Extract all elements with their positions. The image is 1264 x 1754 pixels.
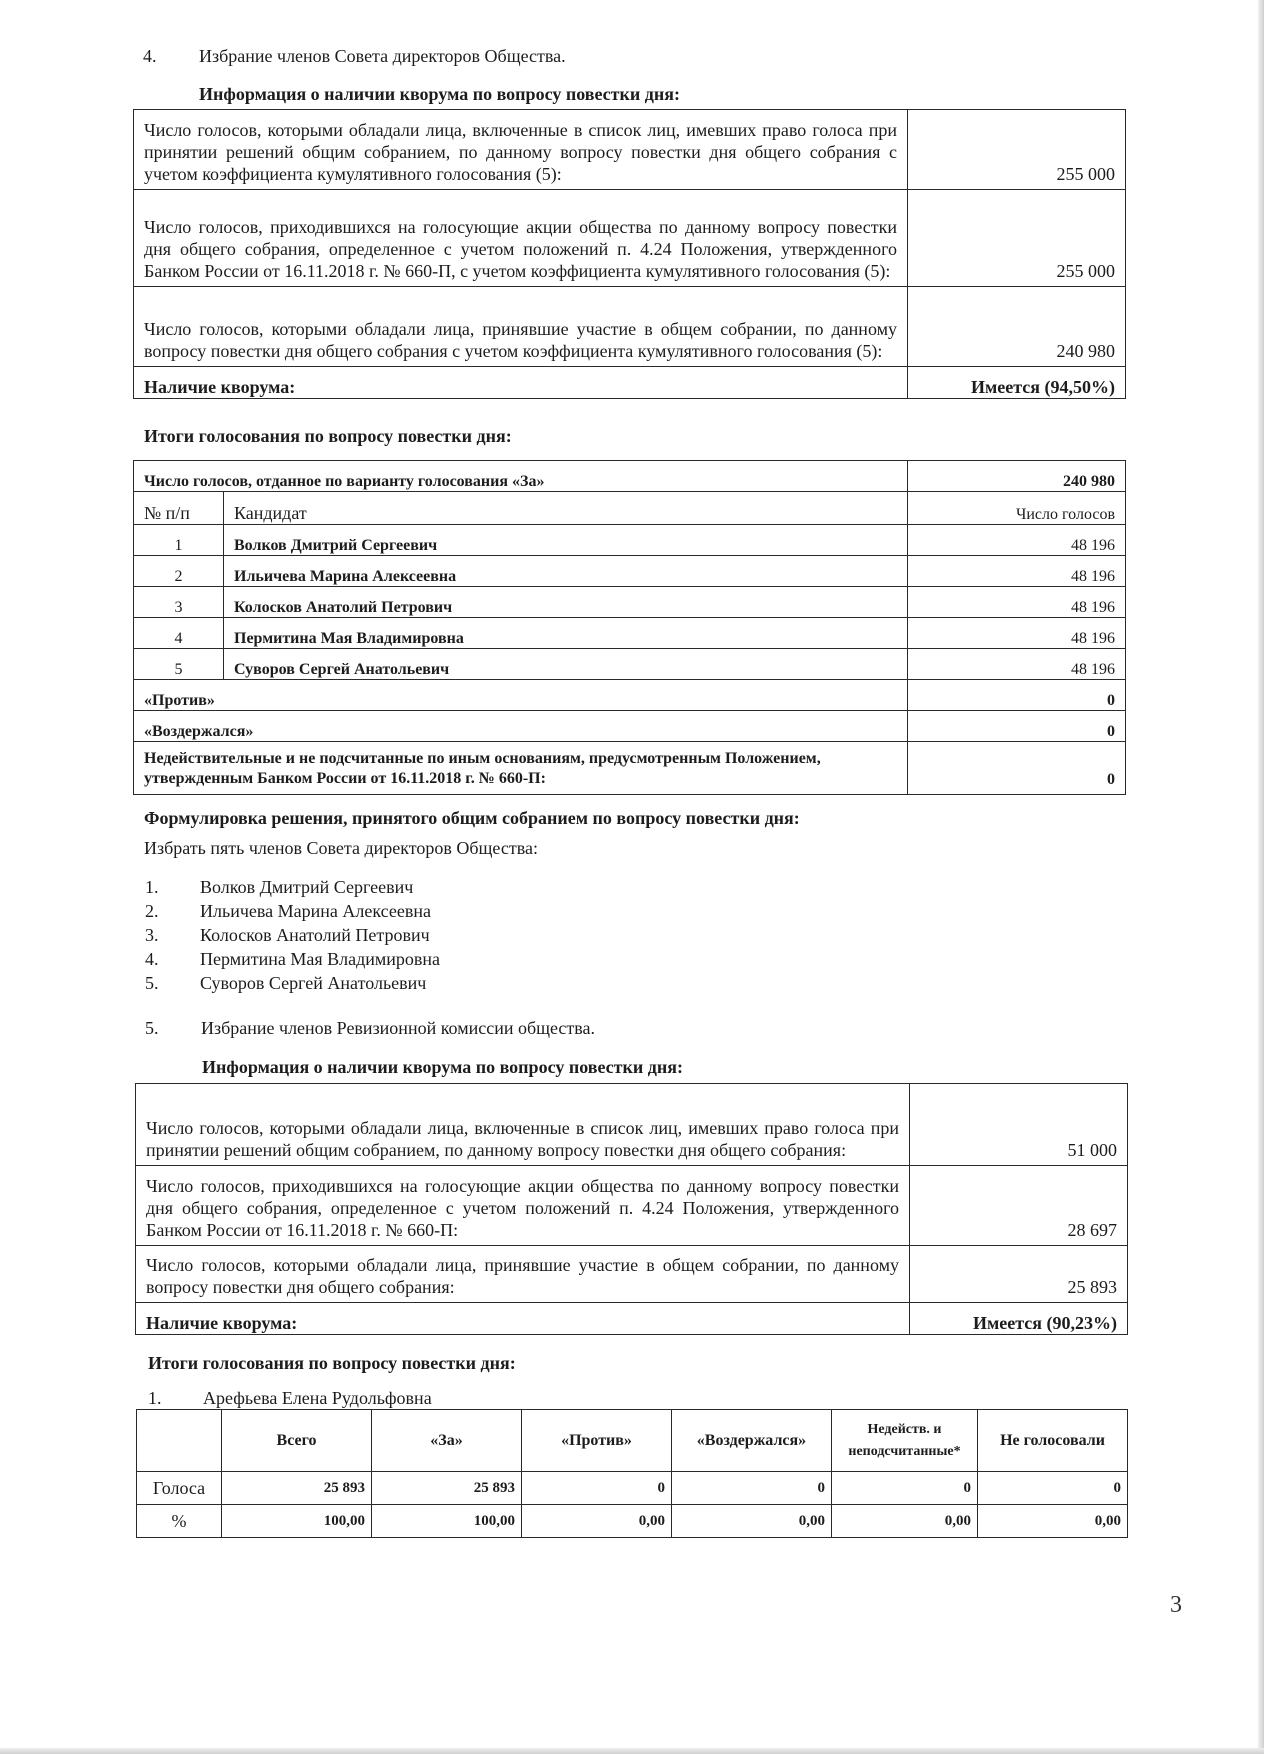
list-item-name: Ильичева Марина Алексеевна: [200, 901, 431, 921]
results-cell: 0: [672, 1472, 832, 1505]
invalid-value: 0: [908, 742, 1126, 795]
candidate-row: [134, 618, 1126, 649]
candidate-name: Волков Дмитрий Сергеевич: [224, 525, 908, 556]
quorum-row: [134, 287, 1126, 367]
results-cell: 100,00: [372, 1505, 522, 1538]
section-4-number: 4.: [143, 46, 157, 66]
quorum-row-value: 255 000: [908, 190, 1126, 287]
votes-header-row: [134, 492, 1126, 525]
results-cell: 0,00: [978, 1505, 1128, 1538]
results-header-row: [137, 1410, 1128, 1472]
results-row-votes: [137, 1472, 1128, 1505]
quorum-row-text: Число голосов, которыми обладали лица, принявшие участие в общем собрании, по данному вопросу повестки дня общего собрания с учетом коэффициента кумулятивного голосования (5):: [134, 287, 908, 367]
candidate-name: Суворов Сергей Анатольевич: [224, 649, 908, 680]
invalid-row: [134, 742, 1126, 795]
quorum-row-text: Число голосов, приходившихся на голосующие акции общества по данному вопросу повестки дня общего собрания, определенное с учетом положений п. 4.24 Положения, утвержденного Банком России от 16.11.2018 г. № 660-П:: [136, 1166, 910, 1246]
candidate-row: [134, 649, 1126, 680]
quorum-value: Имеется (90,23%): [910, 1303, 1128, 1335]
section-5-number: 5.: [145, 1018, 159, 1038]
candidate-number: 3: [134, 587, 224, 618]
quorum-row-value: 240 980: [908, 287, 1126, 367]
results-cell: 25 893: [222, 1472, 372, 1505]
votes-for-value: 240 980: [908, 461, 1126, 492]
results-header-abstain: «Воздержался»: [672, 1410, 832, 1472]
results-cell: 0: [832, 1472, 978, 1505]
quorum-row-text: Число голосов, которыми обладали лица, включенные в список лиц, имевших право голоса при принятии решений общим собранием, по данному вопросу повестки дня общего собрания с учетом коэффициента кумулятивного голосования (5):: [134, 110, 908, 190]
section-5-title-text: Избрание членов Ревизионной комиссии общества.: [201, 1018, 596, 1038]
section-4-quorum-heading: Информация о наличии кворума по вопросу повестки дня:: [199, 84, 680, 104]
candidate-name: Пермитина Мая Владимировна: [224, 618, 908, 649]
against-label: «Против»: [134, 680, 908, 711]
section-4-quorum-table: [133, 109, 1126, 399]
candidate-number: 5: [134, 649, 224, 680]
quorum-label: Наличие кворума:: [134, 367, 908, 399]
candidate-name: Колосков Анатолий Петрович: [224, 587, 908, 618]
against-row: [134, 680, 1126, 711]
list-item-name: Суворов Сергей Анатольевич: [200, 973, 427, 993]
results-row-label: Голоса: [137, 1472, 222, 1505]
quorum-row-value: 25 893: [910, 1246, 1128, 1303]
candidate-number: 1: [134, 525, 224, 556]
quorum-row-value: 28 697: [910, 1166, 1128, 1246]
candidate-number: 1.: [148, 1388, 162, 1408]
candidate-name: Ильичева Марина Алексеевна: [224, 556, 908, 587]
results-row-percent: [137, 1505, 1128, 1538]
results-row-label: %: [137, 1505, 222, 1538]
quorum-row-value: 255 000: [908, 110, 1126, 190]
page-edge-shadow-bottom: [0, 1748, 1264, 1754]
section-5-results-table: [136, 1409, 1128, 1538]
quorum-row-value: 51 000: [910, 1084, 1128, 1166]
votes-for-label: Число голосов, отданное по варианту голосования «За»: [134, 461, 908, 492]
results-header-for: «За»: [372, 1410, 522, 1472]
candidate-votes: 48 196: [908, 618, 1126, 649]
quorum-row-text: Число голосов, которыми обладали лица, включенные в список лиц, имевших право голоса при принятии решений общим собранием, по данному вопросу повестки дня общего собрания:: [136, 1084, 910, 1166]
column-header-number: № п/п: [134, 492, 224, 525]
page-number: 3: [1170, 1592, 1182, 1618]
quorum-value: Имеется (94,50%): [908, 367, 1126, 399]
candidate-number: 2: [134, 556, 224, 587]
list-item-name: Пермитина Мая Владимировна: [200, 949, 441, 969]
section-4-results-heading: Итоги голосования по вопросу повестки дня:: [144, 426, 512, 446]
abstain-row: [134, 711, 1126, 742]
quorum-row: [134, 190, 1126, 287]
candidate-votes: 48 196: [908, 525, 1126, 556]
quorum-row-text: Число голосов, приходившихся на голосующие акции общества по данному вопросу повестки дня общего собрания, определенное с учетом положений п. 4.24 Положения, утвержденного Банком России от 16.11.2018 г. № 660-П, с учетом коэффициента кумулятивного голосования (5):: [134, 190, 908, 287]
results-header-invalid: Недейств. и неподсчитанные*: [832, 1410, 978, 1472]
results-cell: 0: [522, 1472, 672, 1505]
section-5-title: [145, 1018, 845, 1042]
candidate-name: Арефьева Елена Рудольфовна: [203, 1388, 432, 1408]
column-header-candidate: Кандидат: [224, 492, 908, 525]
section-4-title: [143, 46, 843, 70]
results-cell: 0: [978, 1472, 1128, 1505]
results-cell: 0,00: [672, 1505, 832, 1538]
quorum-row: [136, 1166, 1128, 1246]
quorum-row: [134, 110, 1126, 190]
section-5-quorum-table: [135, 1083, 1128, 1335]
quorum-row-text: Число голосов, которыми обладали лица, принявшие участие в общем собрании, по данному вопросу повестки дня общего собрания:: [136, 1246, 910, 1303]
candidate-row: [134, 525, 1126, 556]
column-header-votes: Число голосов: [908, 492, 1126, 525]
candidate-number: 4: [134, 618, 224, 649]
quorum-label: Наличие кворума:: [136, 1303, 910, 1335]
list-item-number: 1.: [145, 877, 159, 897]
list-item-number: 3.: [145, 925, 159, 945]
candidate-row: [134, 587, 1126, 618]
quorum-summary-row: [134, 367, 1126, 399]
votes-for-row: [134, 461, 1126, 492]
results-cell: 25 893: [372, 1472, 522, 1505]
page-edge-shadow-right: [1258, 0, 1264, 1754]
quorum-row: [136, 1084, 1128, 1166]
list-item-number: 2.: [145, 901, 159, 921]
results-cell: 0,00: [832, 1505, 978, 1538]
candidate-votes: 48 196: [908, 649, 1126, 680]
candidate-row: [134, 556, 1126, 587]
results-header-not-voted: Не голосовали: [978, 1410, 1128, 1472]
candidate-votes: 48 196: [908, 556, 1126, 587]
list-item-name: Колосков Анатолий Петрович: [200, 925, 430, 945]
section-5-results-heading: Итоги голосования по вопросу повестки дня:: [148, 1353, 516, 1373]
decision-heading: Формулировка решения, принятого общим собранием по вопросу повестки дня:: [144, 808, 800, 828]
results-header-total: Всего: [222, 1410, 372, 1472]
section-5-quorum-heading: Информация о наличии кворума по вопросу повестки дня:: [202, 1057, 683, 1077]
results-cell: 100,00: [222, 1505, 372, 1538]
list-item-name: Волков Дмитрий Сергеевич: [200, 877, 414, 897]
results-cell: 0,00: [522, 1505, 672, 1538]
quorum-summary-row: [136, 1303, 1128, 1335]
candidate-votes: 48 196: [908, 587, 1126, 618]
section-4-title-text: Избрание членов Совета директоров Общества.: [199, 46, 566, 66]
decision-text: Избрать пять членов Совета директоров Общества:: [144, 838, 538, 858]
invalid-label: Недействительные и не подсчитанные по иным основаниям, предусмотренным Положением, утвержденным Банком России от 16.11.2018 г. № 660-П:: [134, 742, 908, 795]
against-value: 0: [908, 680, 1126, 711]
results-header-empty: [137, 1410, 222, 1472]
quorum-row: [136, 1246, 1128, 1303]
list-item-number: 5.: [145, 973, 159, 993]
section-4-votes-table: [133, 460, 1126, 795]
results-header-against: «Против»: [522, 1410, 672, 1472]
abstain-value: 0: [908, 711, 1126, 742]
list-item-number: 4.: [145, 949, 159, 969]
abstain-label: «Воздержался»: [134, 711, 908, 742]
